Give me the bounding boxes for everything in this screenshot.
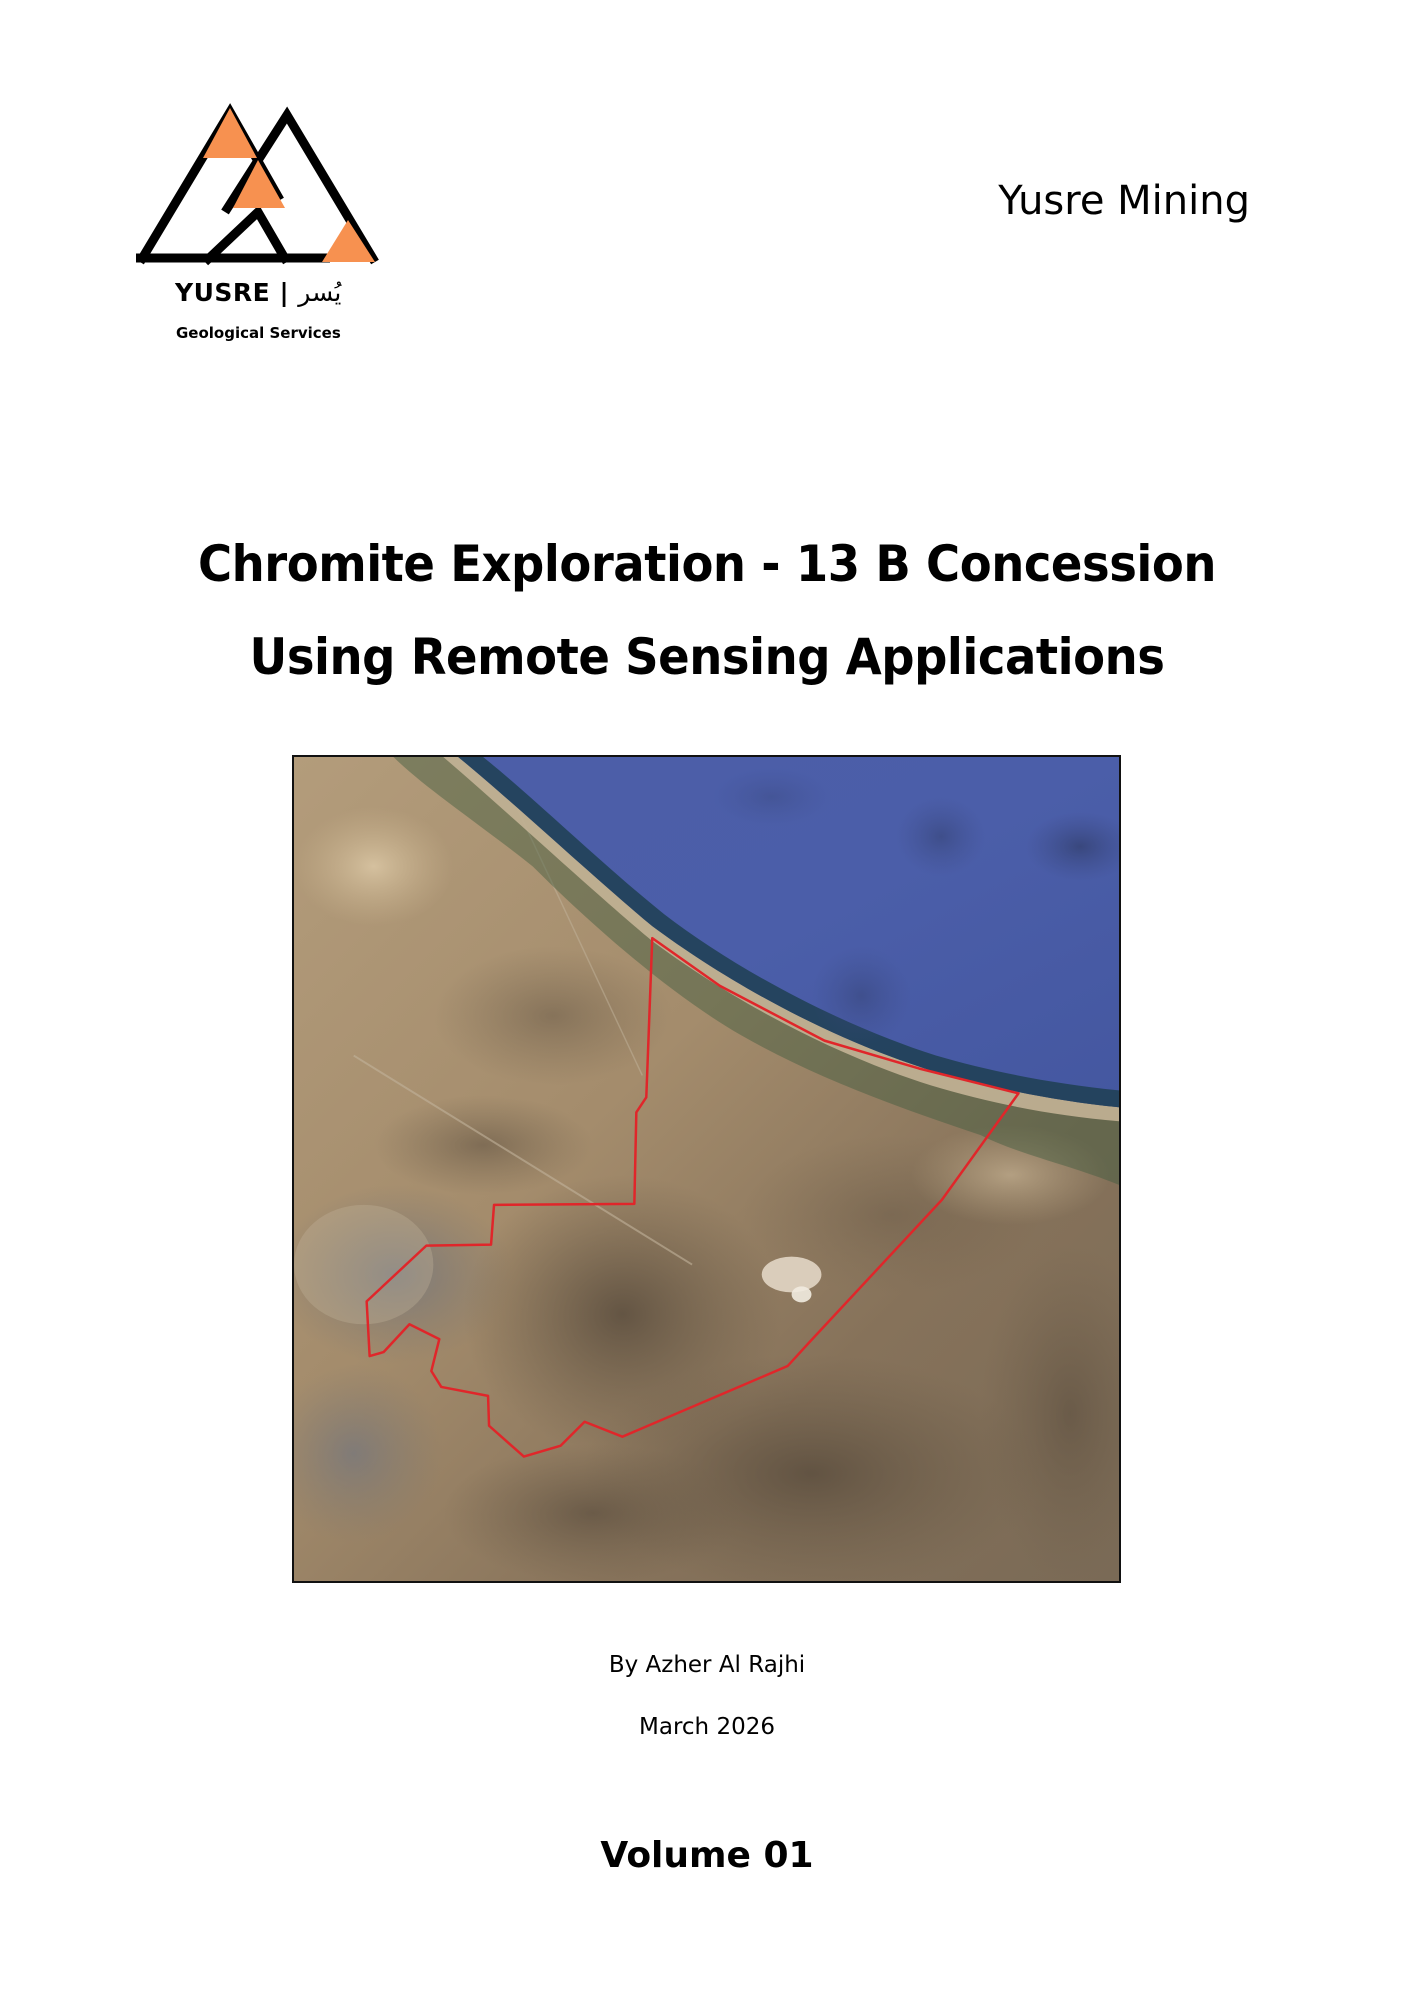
logo-wordmark (175, 278, 341, 307)
publication-date: March 2026 (639, 1714, 775, 1740)
satellite-map-image (294, 757, 1119, 1581)
document-title-line-1: Chromite Exploration - 13 B Concession (197, 535, 1217, 593)
satellite-map-figure (292, 755, 1121, 1583)
document-title-line-2: Using Remote Sensing Applications (249, 628, 1165, 686)
orange-triangle-top (203, 108, 257, 158)
author-line: By Azher Al Rajhi (608, 1652, 806, 1678)
mountain-triangles-icon (130, 100, 390, 280)
logo-subtitle: Geological Services (176, 324, 341, 342)
logo-wordmark-arabic: يُسر (298, 278, 342, 307)
company-logo (130, 100, 390, 350)
company-name: Yusre Mining (998, 178, 1250, 224)
volume-label: Volume 01 (600, 1835, 814, 1876)
logo-wordmark-latin: YUSRE | (175, 278, 290, 307)
